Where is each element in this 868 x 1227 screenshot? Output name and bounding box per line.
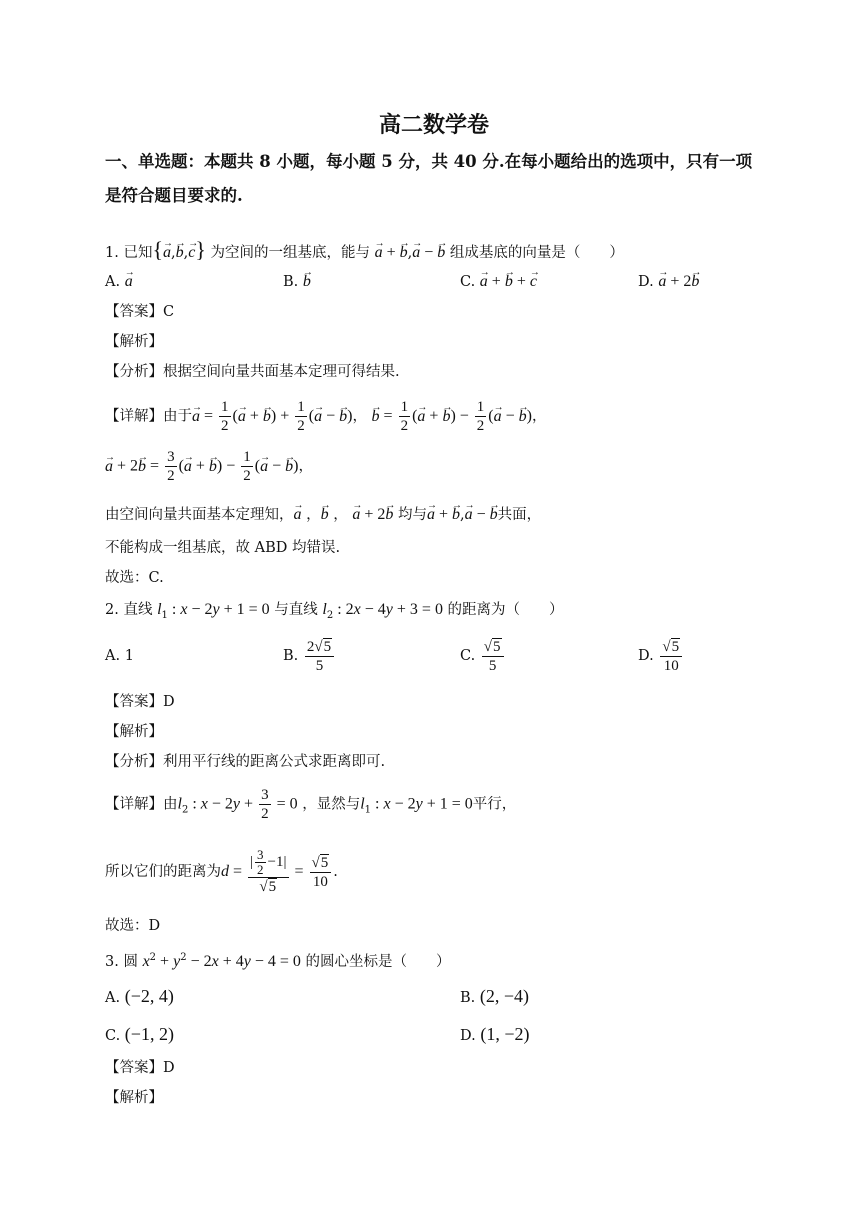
q1-answer: 【答案】C [105, 304, 175, 320]
q2-detail: 【详解】由$l_2$ : x − 2y + $\frac{3}{2}$ = 0 ，显然与$l_1$ : x − 2y + 1 = 0平行， [105, 787, 517, 822]
q3-jiexi: 【解析】 [105, 1090, 163, 1106]
q3-option-a: A. (−2, 4) [105, 986, 174, 1006]
q2-option-c: C. $\frac{√5}{5}$ [460, 636, 506, 676]
q1-detail-line1: 【详解】由于→ a = $\frac{1}{2}$ (→ a + → b) + $\frac{1}{2}$ (→ a − → b)， → b = $\frac{1}{2}$ (→ a + → b) − $\frac{1}{2}$ (→ a − → b)， [105, 398, 546, 435]
q2-select: 故选：D [105, 918, 161, 934]
q1-conclusion-2: 不能构成一组基底，故 ABD 均错误. [105, 540, 341, 556]
q2-analysis: 【分析】利用平行线的距离公式求距离即可. [105, 754, 386, 770]
q1-analysis: 【分析】根据空间向量共面基本定理可得结果. [105, 364, 400, 380]
section-heading-cont: 是符合题目要求的. [105, 186, 243, 205]
page-title: 高二数学卷 [378, 112, 489, 138]
q1-select: 故选：C. [105, 570, 164, 586]
q1-option-b: B. → b [283, 272, 311, 292]
q1-detail-line2: → a + 2→ b = $\frac{3}{2}$ (→ a + → b) − $\frac{1}{2}$ (→ a − → b)， [105, 448, 313, 485]
q1-jiexi: 【解析】 [105, 334, 163, 350]
q1-conclusion-1: 由空间向量共面基本定理知，→ a ，→ b ， → a + 2→ b 均与→ a + → b,→ a − → b共面， [105, 505, 541, 525]
q2-option-d: D. $\frac{√5}{10}$ [638, 636, 684, 676]
q2-distance: 所以它们的距离为d = | $\frac{3}{2}$ −1| √5 = $\frac{√5}{10}$ . [105, 847, 338, 895]
question-3: 3. 圆 $x^2 + y^2 - 2x + 4y - 4 = 0$ 的圆心坐标是（ ） [105, 952, 451, 970]
section-heading: 一、单选题：本题共 8 小题，每小题 5 分，共 40 分.在每小题给出的选项中，只有一项 [105, 152, 753, 171]
question-1: 1. 已知{→ a,→ b,→ c} 为空间的一组基底，能与 → a + → b,→ a − → b 组成基底的向量是（ ） [105, 240, 624, 263]
question-2: 2. 直线 $l_1$ : x − 2y + 1 = 0 与直线 $l_2$ : 2x − 4y + 3 = 0 的距离为（ ） [105, 601, 564, 621]
q3-option-b: B. (2, −4) [460, 986, 530, 1006]
q1-option-d: D. → a + 2→ b [638, 272, 699, 292]
q1-option-c: C. → a + → b + → c [460, 272, 537, 292]
q3-option-c: C. (−1, 2) [105, 1024, 174, 1044]
q2-option-a: A. 1 [105, 648, 134, 664]
q1-option-a: A. → a [105, 272, 133, 292]
q2-jiexi: 【解析】 [105, 724, 163, 740]
q3-answer: 【答案】D [105, 1060, 175, 1076]
q3-option-d: D. (1, −2) [460, 1024, 530, 1044]
q2-option-b: B. $\frac{2√5}{5}$ [283, 636, 336, 676]
q2-answer: 【答案】D [105, 694, 175, 710]
